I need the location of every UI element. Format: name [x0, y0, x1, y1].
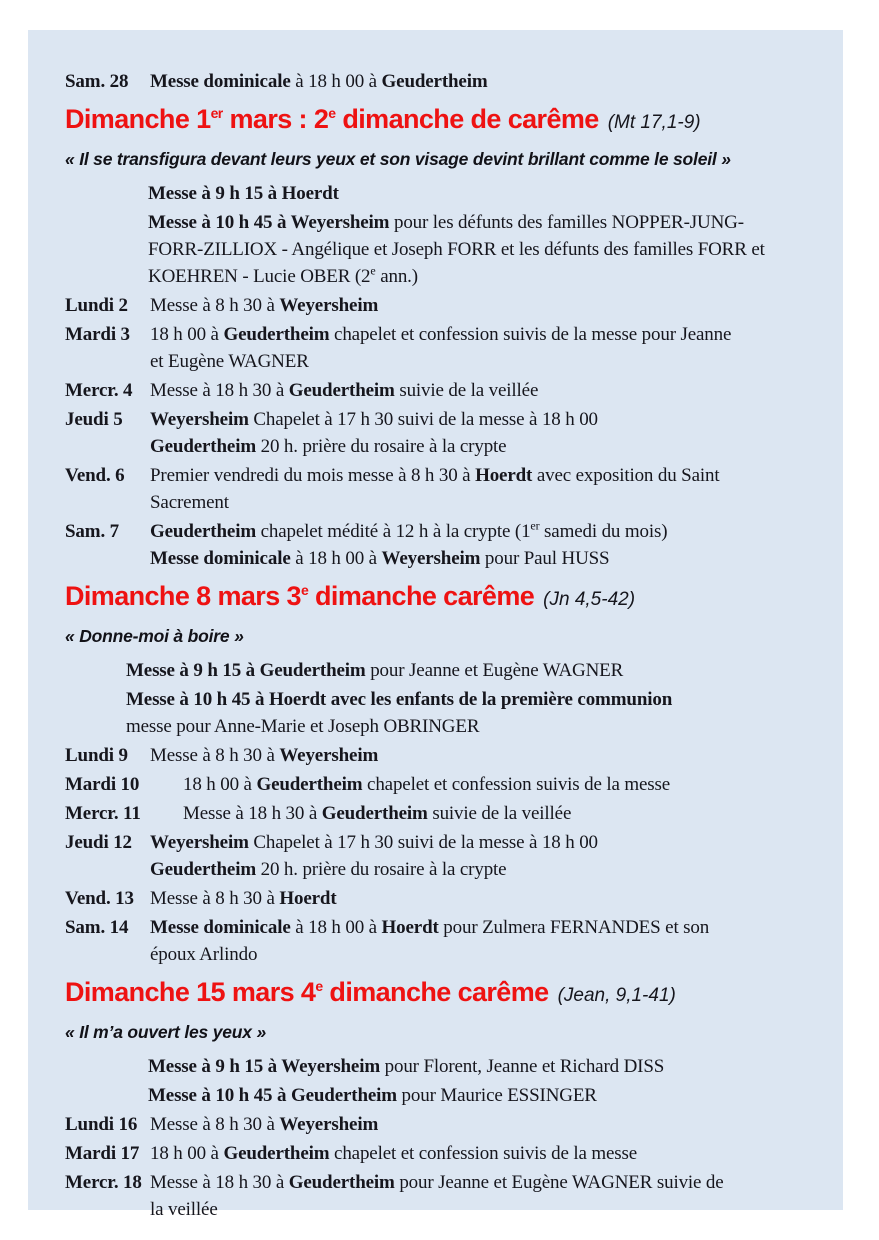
entry-text [150, 1140, 813, 1167]
text-run: Messe dominicale [150, 548, 291, 569]
text-run: Chapelet à 17 h 30 suivi de la messe à 18 h 00 [248, 832, 598, 853]
text-run: chapelet médité à 12 h à la crypte (1 [256, 521, 531, 542]
text-run: à 18 h 00 à [290, 548, 382, 569]
schedule-entry [65, 518, 813, 572]
day-label: Lundi 9 [65, 745, 128, 766]
entry-text [150, 1169, 813, 1223]
text-run: dimanche carême [308, 581, 535, 611]
text-run: Messe dominicale [150, 917, 291, 938]
section-heading [65, 975, 813, 1013]
text-run: Messe à 9 h 15 à Weyersheim [148, 1056, 385, 1077]
gospel-quote: « Il se transfigura devant leurs yeux et son visage devint brillant comme le soleil » [65, 149, 731, 169]
text-run: KOEHREN - Lucie OBER (2 [148, 266, 371, 287]
mass-line [126, 686, 813, 740]
text-run: Messe à 8 h 30 à [150, 888, 280, 909]
schedule-entry [65, 321, 813, 375]
text-run: pour Jeanne et Eugène WAGNER [365, 660, 624, 681]
text-run: 20 h. prière du rosaire à la crypte [256, 859, 507, 880]
superscript-run: er [210, 105, 223, 121]
schedule-entry [65, 377, 813, 404]
day-label: Sam. 28 [65, 71, 129, 92]
text-run: pour les défunts des familles NOPPER-JUNG- [389, 212, 744, 233]
text-run: pour Zulmera FERNANDES et son [438, 917, 710, 938]
day-label: Lundi 2 [65, 295, 128, 316]
text-run: Hoerdt [381, 917, 439, 938]
text-run: Messe à 8 h 30 à [150, 1114, 280, 1135]
entry-text [150, 406, 813, 460]
day-label: Vend. 6 [65, 465, 125, 486]
text-run: pour Maurice ESSINGER [396, 1085, 597, 1106]
text-run: samedi du mois) [539, 521, 668, 542]
text-run: Geudertheim [150, 859, 256, 880]
schedule-entry [65, 1140, 813, 1167]
text-run: Messe à 8 h 30 à [150, 295, 280, 316]
entry-text [150, 1111, 813, 1138]
text-run: Sacrement [150, 492, 229, 513]
text-run: Messe à 10 h 45 à Weyersheim [148, 212, 390, 233]
gospel-reference: (Jean, 9,1-41) [557, 985, 676, 1006]
entry-text [150, 68, 813, 95]
text-run: avec exposition du Saint [532, 465, 720, 486]
document-body [65, 68, 813, 1223]
text-run: chapelet et confession suivis de la messe pour Jeanne [329, 324, 732, 345]
schedule-entry [65, 800, 813, 827]
text-run: Messe dominicale [150, 71, 291, 92]
entry-text [150, 518, 813, 572]
superscript-run: e [328, 105, 336, 121]
text-run: 18 h 00 à [183, 774, 257, 795]
text-run: pour Paul HUSS [480, 548, 610, 569]
text-run: suivie de la veillée [427, 803, 572, 824]
text-run: chapelet et confession suivis de la messe [329, 1143, 638, 1164]
schedule-entry [65, 406, 813, 460]
schedule-entry [65, 292, 813, 319]
text-run: Weyersheim [279, 1114, 379, 1135]
mass-line [148, 209, 813, 290]
text-run: à 18 h 00 à [290, 917, 382, 938]
entry-text [150, 377, 813, 404]
schedule-entry [65, 742, 813, 769]
superscript-run: e [315, 978, 323, 994]
text-run: 18 h 00 à [150, 1143, 224, 1164]
text-run: dimanche de carême [335, 104, 599, 134]
text-run: 18 h 00 à [150, 324, 224, 345]
schedule-entry [65, 885, 813, 912]
mass-line [126, 657, 813, 684]
entry-text [150, 829, 813, 883]
text-run: dimanche carême [322, 977, 549, 1007]
text-run: Messe à 18 h 30 à [183, 803, 322, 824]
entry-text [150, 292, 813, 319]
entry-text [150, 742, 813, 769]
schedule-entry [65, 829, 813, 883]
schedule-entry [65, 914, 813, 968]
text-run: à 18 h 00 à [290, 71, 382, 92]
text-run: Geudertheim [288, 1172, 395, 1193]
schedule-entry [65, 771, 813, 798]
entry-text [183, 800, 813, 827]
superscript-run: e [300, 582, 309, 598]
text-run: suivie de la veillée [394, 380, 539, 401]
gospel-reference: (Mt 17,1-9) [607, 112, 701, 133]
text-run: Dimanche 15 mars 4 [65, 977, 316, 1007]
text-run: Geudertheim [223, 324, 330, 345]
day-label: Vend. 13 [65, 888, 134, 909]
text-run: Weyersheim [150, 409, 249, 430]
day-label: Mercr. 11 [65, 803, 141, 824]
text-run: ann.) [375, 266, 418, 287]
day-label: Jeudi 12 [65, 832, 132, 853]
schedule-panel [28, 30, 843, 1220]
superscript-run: e [370, 263, 376, 278]
entry-text [150, 914, 813, 968]
text-run: chapelet et confession suivis de la messe [362, 774, 671, 795]
text-run: époux Arlindo [150, 944, 258, 965]
text-run: Geudertheim [223, 1143, 330, 1164]
text-run: Messe à 18 h 30 à [150, 1172, 289, 1193]
text-run: Premier vendredi du mois messe à 8 h 30 à [150, 465, 476, 486]
mass-line [148, 1053, 813, 1080]
text-run: Dimanche 8 mars 3 [65, 581, 301, 611]
day-label: Sam. 14 [65, 917, 129, 938]
text-run: Geudertheim [381, 71, 488, 92]
text-run: Messe à 9 h 15 à Hoerdt [148, 183, 339, 204]
text-run: 20 h. prière du rosaire à la crypte [256, 436, 507, 457]
text-run: Messe à 8 h 30 à [150, 745, 280, 766]
text-run: Weyersheim [150, 832, 249, 853]
text-run: Dimanche 1 [65, 104, 211, 134]
text-run: Weyersheim [279, 745, 379, 766]
section-heading [65, 102, 813, 140]
text-run: Geudertheim [150, 521, 256, 542]
entry-text [183, 771, 813, 798]
text-run: Messe à 18 h 30 à [150, 380, 289, 401]
day-label: Lundi 16 [65, 1114, 138, 1135]
text-run: pour Jeanne et Eugène WAGNER suivie de [394, 1172, 724, 1193]
day-label: Mercr. 4 [65, 380, 133, 401]
text-run: pour Florent, Jeanne et Richard DISS [384, 1056, 665, 1077]
text-run: Messe à 10 h 45 à Geudertheim [148, 1085, 397, 1106]
day-label: Mercr. 18 [65, 1172, 142, 1193]
text-run: et Eugène WAGNER [150, 351, 309, 372]
day-label: Mardi 17 [65, 1143, 140, 1164]
text-run: messe pour Anne-Marie et Joseph OBRINGER [126, 716, 480, 737]
text-run: Hoerdt [279, 888, 337, 909]
text-run: Weyersheim [381, 548, 481, 569]
section-heading [65, 579, 813, 617]
schedule-entry [65, 1169, 813, 1223]
mass-line [148, 180, 813, 207]
text-run: la veillée [150, 1199, 218, 1220]
gospel-quote: « Donne-moi à boire » [65, 626, 244, 646]
text-run: FORR-ZILLIOX - Angélique et Joseph FORR et les défunts des familles FORR et [148, 239, 765, 260]
entry-text [150, 885, 813, 912]
text-run: Geudertheim [288, 380, 395, 401]
text-run: mars : 2 [222, 104, 329, 134]
day-label: Mardi 3 [65, 324, 130, 345]
day-label: Mardi 10 [65, 774, 140, 795]
text-run: Messe à 9 h 15 à Geudertheim [126, 660, 366, 681]
schedule-entry [65, 462, 813, 516]
text-run: Geudertheim [256, 774, 363, 795]
superscript-run: er [530, 518, 540, 533]
mass-line [148, 1082, 813, 1109]
schedule-entry [65, 1111, 813, 1138]
day-label: Jeudi 5 [65, 409, 123, 430]
entry-text [150, 321, 813, 375]
text-run: Weyersheim [279, 295, 379, 316]
entry-text [150, 462, 813, 516]
text-run: Chapelet à 17 h 30 suivi de la messe à 18 h 00 [248, 409, 598, 430]
schedule-entry [65, 68, 813, 95]
text-run: Hoerdt [475, 465, 533, 486]
gospel-quote: « Il m’a ouvert les yeux » [65, 1022, 267, 1042]
text-run: Geudertheim [321, 803, 428, 824]
text-run: Geudertheim [150, 436, 256, 457]
text-run: Messe à 10 h 45 à Hoerdt avec les enfants de la première communion [126, 689, 673, 710]
gospel-reference: (Jn 4,5-42) [543, 589, 636, 610]
day-label: Sam. 7 [65, 521, 119, 542]
